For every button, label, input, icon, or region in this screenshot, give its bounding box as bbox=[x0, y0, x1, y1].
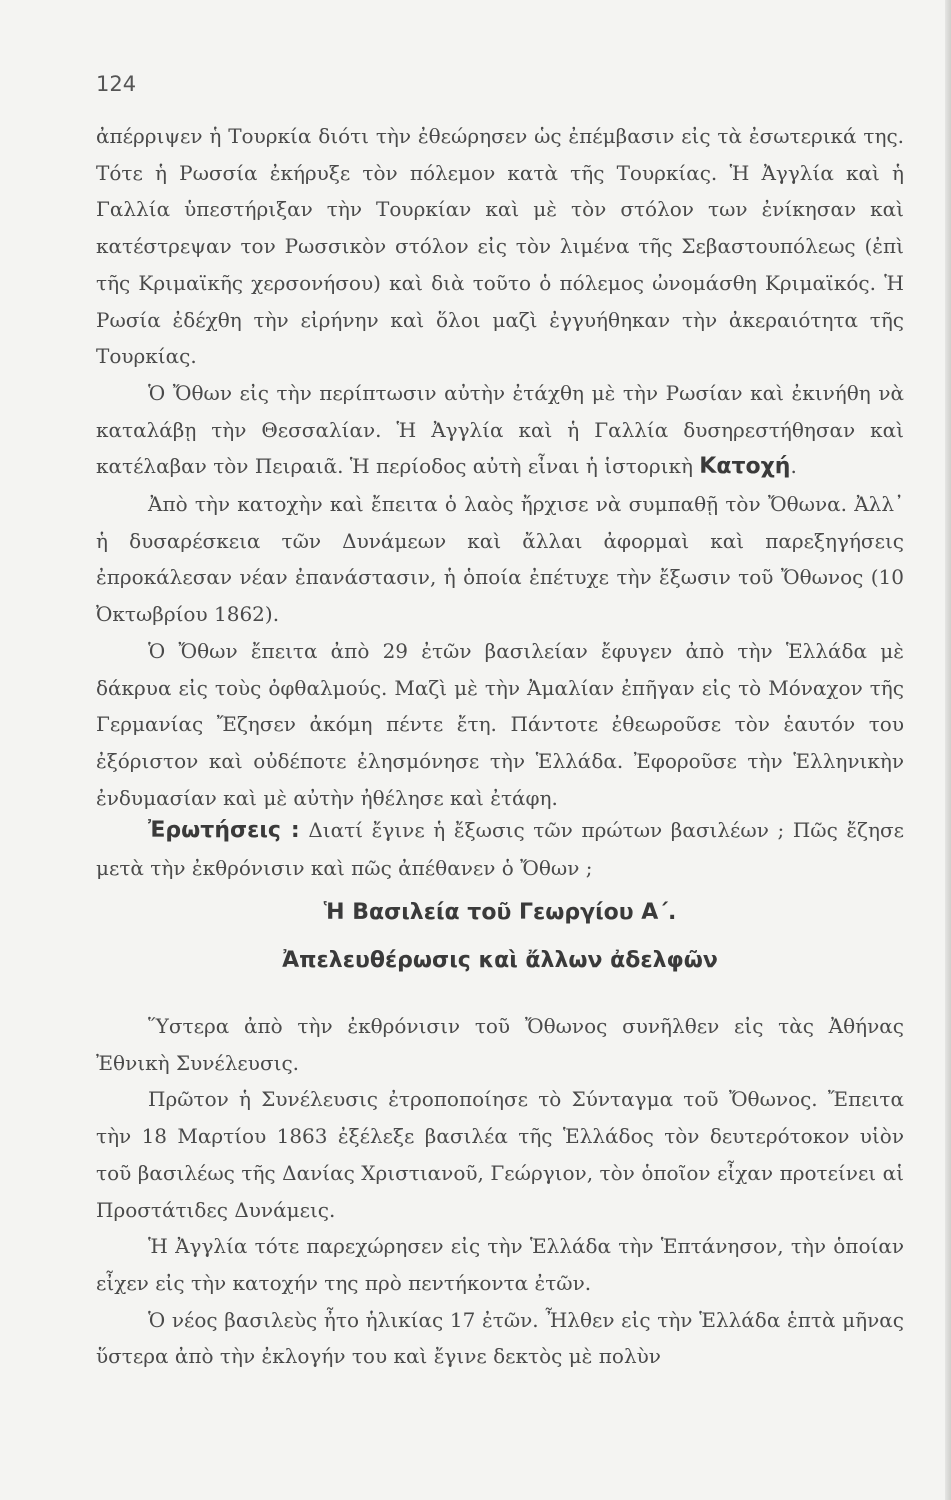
questions-paragraph bbox=[96, 812, 904, 886]
paragraph-expulsion: Ἀπὸ τὴν κατοχὴν καὶ ἔπειτα ὁ λαὸς ἤρχισε νὰ συμπαθῇ τὸν Ὄθωνα. Ἀλλ᾿ ἡ δυσαρέσκεια τῶν Δυνάμεων καὶ ἄλλαι ἀφορμαὶ καὶ παρεξηγήσεις ἐπροκάλεσαν νέαν ἐπανάστασιν, ἡ ὁποία ἐπέτυχε τὴν ἔξωσιν τοῦ Ὄθωνος (10 Ὀκτωβρίου 1862). bbox=[96, 492, 904, 627]
text-block-upper bbox=[96, 118, 904, 816]
paragraph-crimean-war: ἀπέρριψεν ἡ Τουρκία διότι τὴν ἐθεώρησεν ὡς ἐπέμβασιν εἰς τὰ ἐσωτερικά της. Τότε ἡ Ρωσσία ἐκήρυξε τὸν πόλεμον κατὰ τῆς Τουρκίας. Ἡ Ἀγγλία καὶ ἡ Γαλλία ὑπεστήριξαν τὴν Τουρκίαν καὶ μὲ τὸν στόλον των ἐνίκησαν καὶ κατέστρεψαν τον Ρωσσικὸν στόλον εἰς τὸν λιμένα τῆς Σεβαστουπόλεως (ἐπὶ τῆς Κριμαϊκῆς χερσονήσου) καὶ διὰ τοῦτο ὁ πόλεμος ὠνομάσθη Κριμαϊκός. Ἡ Ρωσία ἐδέχθη τὴν εἰρήνην καὶ ὅλοι μαζὶ ἐγγυήθηκαν τὴν ἀκεραιότητα τῆς Τουρκίας. bbox=[96, 124, 904, 369]
occupation-text: Ὁ Ὄθων εἰς τὴν περίπτωσιν αὐτὴν ἐτάχθη μὲ τὴν Ρωσίαν καὶ ἐκινήθη νὰ καταλάβῃ τὴν Θεσσαλίαν. Ἡ Ἀγγλία καὶ ἡ Γαλλία δυσηρεστήθησαν καὶ κατέλαβαν τὸν Πειραιᾶ. Ἡ περίοδος αὐτὴ εἶναι ἡ ἱστορικὴ bbox=[96, 380, 904, 479]
section-heading-title: Ἡ Βασιλεία τοῦ Γεωργίου Α΄. bbox=[323, 900, 677, 925]
section-heading-subtitle: Ἀπελευθέρωσις καὶ ἄλλων ἀδελφῶν bbox=[282, 948, 718, 973]
questions-block bbox=[96, 812, 904, 886]
paragraph-king-age: Ὁ νέος βασιλεὺς ἦτο ἡλικίας 17 ἐτῶν. Ἦλθεν εἰς τὴν Ἑλλάδα ἑπτὰ μῆνας ὕστερα ἀπὸ τὴν ἐκλογήν του καὶ ἔγινε δεκτὸς μὲ πολὺν bbox=[96, 1307, 904, 1369]
page-number: 124 bbox=[96, 72, 137, 96]
occupation-term: Κατοχή bbox=[699, 454, 791, 480]
paragraph-national-assembly: Ὕστερα ἀπὸ τὴν ἐκθρόνισιν τοῦ Ὄθωνος συνῆλθεν εἰς τὰς Ἀθήνας Ἐθνικὴ Συνέλευσις. bbox=[96, 1014, 904, 1075]
occupation-period: . bbox=[790, 454, 797, 479]
questions-label: Ἐρωτήσεις : bbox=[148, 818, 300, 843]
paragraph-occupation bbox=[96, 375, 904, 486]
text-block-lower bbox=[96, 1008, 904, 1375]
questions-text: Διατί ἔγινε ἡ ἔξωσις τῶν πρώτων βασιλέων ; Πῶς ἔζησε μετὰ τὴν ἐκθρόνισιν καὶ πῶς ἀπέθανεν ὁ Ὄθων ; bbox=[96, 818, 904, 880]
paragraph-otto-exile: Ὁ Ὄθων ἔπειτα ἀπὸ 29 ἐτῶν βασιλείαν ἔφυγεν ἀπὸ τὴν Ἑλλάδα μὲ δάκρυα εἰς τοὺς ὀφθαλμούς. Μαζὶ μὲ τὴν Ἀμαλίαν ἐπῆγαν εἰς τὸ Μόναχον τῆς Γερμανίας Ἔζησεν ἀκόμη πέντε ἔτη. Πάντοτε ἐθεωροῦσε τὸν ἑαυτόν του ἐξόριστον καὶ οὐδέποτε ἐλησμόνησε τὴν Ἑλλάδα. Ἐφοροῦσε τὴν Ἑλληνικὴν ἐνδυμασίαν καὶ μὲ αὐτὴν ἠθέλησε καὶ ἐτάφη. bbox=[96, 638, 904, 810]
paragraph-ionian-islands: Ἡ Ἀγγλία τότε παρεχώρησεν εἰς τὴν Ἑλλάδα τὴν Ἑπτάνησον, τὴν ὁποίαν εἶχεν εἰς τὴν κατοχήν της πρὸ πεντήκοντα ἐτῶν. bbox=[96, 1234, 904, 1295]
paragraph-new-king: Πρῶτον ἡ Συνέλευσις ἐτροποποίησε τὸ Σύνταγμα τοῦ Ὄθωνος. Ἔπειτα τὴν 18 Μαρτίου 1863 ἐξέλεξε βασιλέα τῆς Ἑλλάδος τὸν δευτερότοκον υἱὸν τοῦ βασιλέως τῆς Δανίας Χριστιανοῦ, Γεώργιον, τὸν ὁποῖον εἶχαν προτείνει αἱ Προστάτιδες Δυνάμεις. bbox=[96, 1087, 904, 1222]
page-edge-shadow bbox=[945, 0, 951, 1500]
